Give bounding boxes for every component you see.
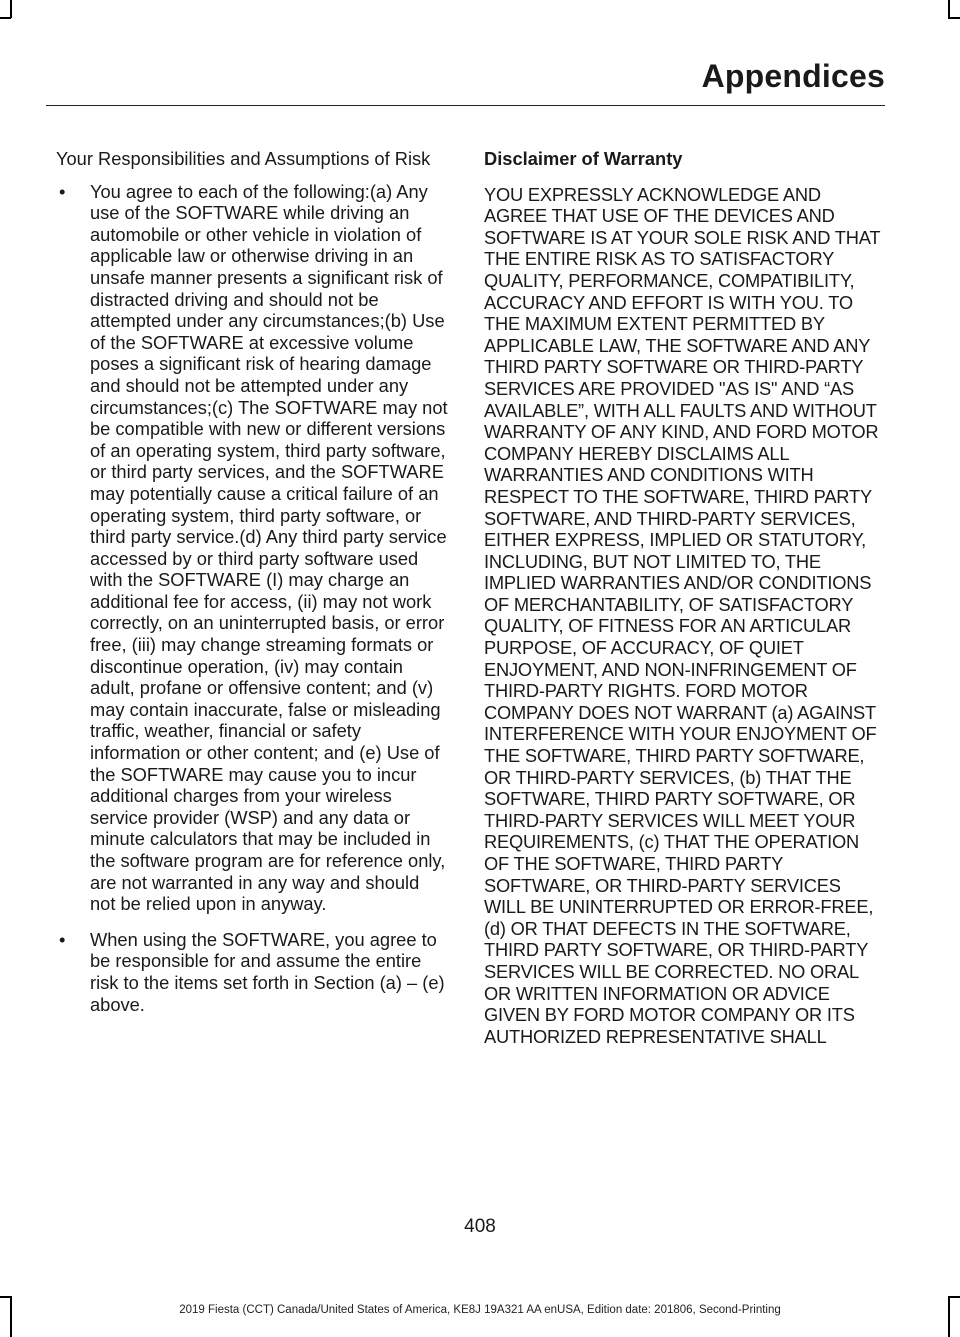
bullet-icon: •: [59, 180, 66, 202]
page-title: Appendices: [701, 58, 885, 94]
page-number: 408: [464, 1216, 496, 1237]
crop-mark-bottom-left: [0, 1296, 11, 1298]
list-item-text: When using the SOFTWARE, you agree to be responsible for and assume the entire risk to the items set forth in Section (a) – (e) above.: [90, 928, 445, 1015]
bullet-icon: •: [59, 928, 66, 950]
crop-mark-bottom-right: [948, 1296, 950, 1337]
right-column: [484, 148, 882, 1047]
warranty-body: YOU EXPRESSLY ACKNOWLEDGE AND AGREE THAT USE OF THE DEVICES AND SOFTWARE IS AT YOUR SOLE RISK AND THAT THE ENTIRE RISK AS TO SATISFACTORY QUALITY, PERFORMANCE, COMPATIBILITY, ACCURACY AND EFFORT IS WITH YOU. TO THE MAXIMUM EXTENT PERMITTED BY APPLICABLE LAW, THE SOFTWARE AND ANY THIRD PARTY SOFTWARE OR THIRD-PARTY SERVICES ARE PROVIDED "AS IS" AND “AS AVAILABLE”, WITH ALL FAULTS AND WITHOUT WARRANTY OF ANY KIND, AND FORD MOTOR COMPANY HEREBY DISCLAIMS ALL WARRANTIES AND CONDITIONS WITH RESPECT TO THE SOFTWARE, THIRD PARTY SOFTWARE, AND THIRD-PARTY SERVICES, EITHER EXPRESS, IMPLIED OR STATUTORY, INCLUDING, BUT NOT LIMITED TO, THE IMPLIED WARRANTIES AND/OR CONDITIONS OF MERCHANTABILITY, OF SATISFACTORY QUALITY, OF FITNESS FOR AN ARTICULAR PURPOSE, OF ACCURACY, OF QUIET ENJOYMENT, AND NON-INFRINGEMENT OF THIRD-PARTY RIGHTS. FORD MOTOR COMPANY DOES NOT WARRANT (a) AGAINST INTERFERENCE WITH YOUR ENJOYMENT OF THE SOFTWARE, THIRD PARTY SOFTWARE, OR THIRD-PARTY SERVICES, (b) THAT THE SOFTWARE, THIRD PARTY SOFTWARE, OR THIRD-PARTY SERVICES WILL MEET YOUR REQUIREMENTS, (c) THAT THE OPERATION OF THE SOFTWARE, THIRD PARTY SOFTWARE, OR THIRD-PARTY SERVICES WILL BE UNINTERRUPTED OR ERROR-FREE, (d) OR THAT DEFECTS IN THE SOFTWARE, THIRD PARTY SOFTWARE, OR THIRD-PARTY SERVICES WILL BE CORRECTED. NO ORAL OR WRITTEN INFORMATION OR ADVICE GIVEN BY FORD MOTOR COMPANY OR ITS AUTHORIZED REPRESENTATIVE SHALL: [484, 183, 881, 1047]
crop-mark-top-right: [948, 0, 950, 18]
responsibilities-heading: Your Responsibilities and Assumptions of Risk: [56, 148, 431, 169]
edition-footer: 2019 Fiesta (CCT) Canada/United States of America, KE8J 19A321 AA enUSA, Edition date: 201806, Second-Printing: [179, 1304, 781, 1316]
list-item: [56, 929, 448, 1015]
crop-mark-bottom-right: [948, 1296, 960, 1298]
crop-mark-bottom-left: [10, 1296, 12, 1337]
left-column: [56, 148, 448, 1029]
header-divider: [46, 105, 885, 106]
list-item-text: You agree to each of the following:(a) Any use of the SOFTWARE while driving an automobile or other vehicle in violation of applicable law or otherwise driving in an unsafe manner presents a significant risk of distracted driving and should not be attempted under any circumstances;(b) Use of the SOFTWARE at excessive volume poses a significant risk of hearing damage and should not be attempted under any circumstances;(c) The SOFTWARE may not be compatible with new or different versions of an operating system, third party software, or third party services, and the SOFTWARE may potentially cause a critical failure of an operating system, third party software, or third party service.(d) Any third party service accessed by or third party software used with the SOFTWARE (I) may charge an additional fee for access, (ii) may not work correctly, on an uninterrupted basis, or error free, (iii) may change streaming formats or discontinue operation, (iv) may contain adult, profane or offensive content; and (v) may contain inaccurate, false or misleading traffic, weather, financial or safety information or other content; and (e) Use of the SOFTWARE may cause you to incur additional charges from your wireless service provider (WSP) and any data or minute calculators that may be included in the software program are for reference only, are not warranted in any way and should not be relied upon in anyway.: [90, 180, 448, 915]
list-item: [56, 181, 448, 915]
crop-mark-top-right: [948, 17, 960, 19]
warranty-heading: Disclaimer of Warranty: [484, 148, 683, 169]
crop-mark-top-left: [10, 0, 12, 18]
crop-mark-top-left: [0, 17, 11, 19]
responsibilities-list: [56, 181, 448, 1016]
